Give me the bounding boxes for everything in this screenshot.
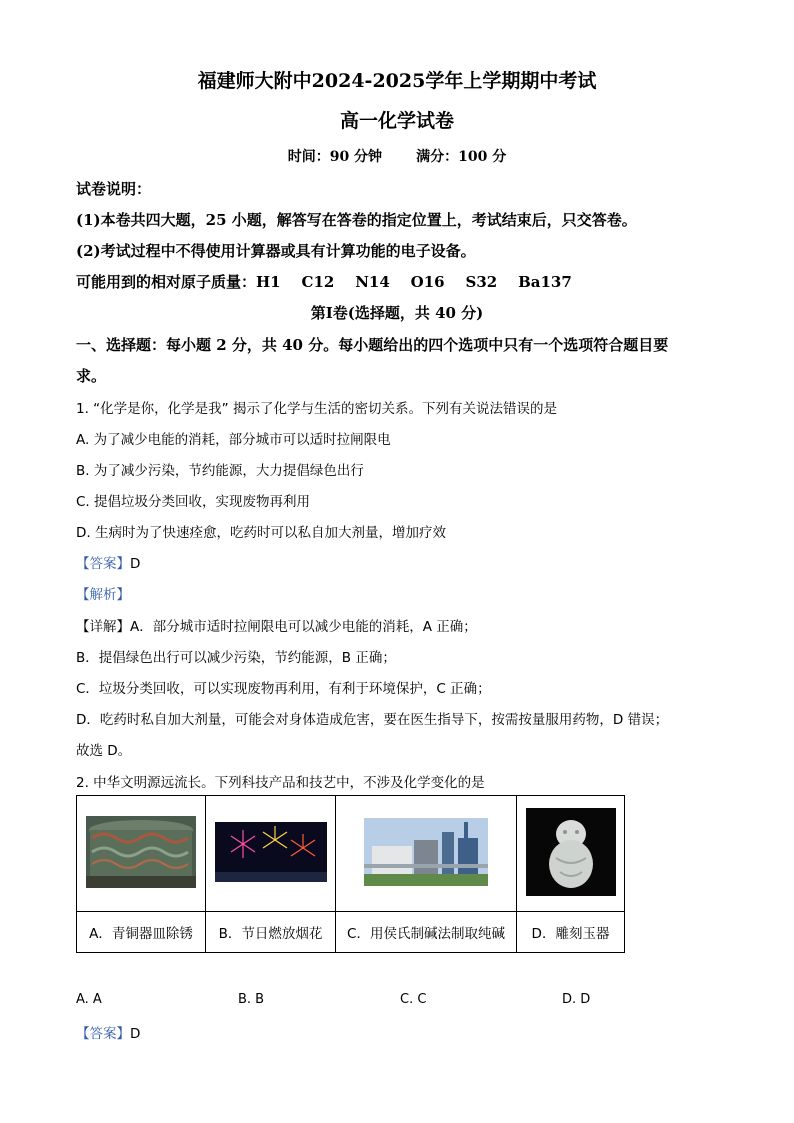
answer-tag: 【答案】	[76, 556, 130, 572]
atomic-masses: 可能用到的相对原子质量：H1 C12 N14 O16 S32 Ba137	[76, 273, 572, 291]
part-heading-line1: 一、选择题：每小题 2 分，共 40 分。每小题给出的四个选项中只有一个选项符合题目要	[76, 336, 669, 354]
answer-tag: 【答案】	[76, 1026, 130, 1042]
q1-detail-line	[76, 615, 477, 635]
bronze-vessel-image	[86, 816, 196, 888]
instructions-heading: 试卷说明：	[76, 180, 152, 198]
instruction-item: (1)本卷共四大题，25 小题，解答写在答卷的指定位置上，考试结束后，只交答卷。	[76, 211, 637, 229]
exam-title: 福建师大附中2024-2025学年上学期期中考试	[197, 70, 597, 92]
answer-value: D	[130, 1026, 141, 1042]
q1-detail-line: B．提倡绿色出行可以减少污染，节约能源，B 正确；	[76, 650, 396, 666]
q2-image-cell	[517, 796, 625, 912]
q2-stem: 2. 中华文明源远流长。下列科技产品和技艺中，不涉及化学变化的是	[76, 775, 485, 791]
q1-option-a: A. 为了减少电能的消耗，部分城市可以适时拉闸限电	[76, 432, 391, 448]
q2-choice-a: A. A	[76, 992, 102, 1007]
q2-answer	[76, 1022, 140, 1042]
q2-image-cell	[77, 796, 206, 912]
q2-options-table	[76, 795, 625, 953]
q2-option-d-caption: D．雕刻玉器	[517, 912, 625, 953]
q2-choice-b: B. B	[238, 992, 265, 1007]
q1-option-d: D. 生病时为了快速痊愈，吃药时可以私自加大剂量，增加疗效	[76, 525, 446, 541]
q2-option-c-caption: C．用侯氏制碱法制取纯碱	[336, 912, 517, 953]
q2-image-cell	[336, 796, 517, 912]
fireworks-image	[215, 822, 327, 882]
detail-tag: 【详解】	[76, 619, 130, 635]
analysis-tag: 【解析】	[76, 587, 130, 603]
q1-detail-line: C．垃圾分类回收，可以实现废物再利用，有利于环境保护，C 正确；	[76, 681, 491, 697]
q1-conclusion: 故选 D。	[76, 743, 132, 759]
detail-text: A．部分城市适时拉闸限电可以减少电能的消耗，A 正确；	[130, 619, 477, 635]
q1-option-b: B. 为了减少污染，节约能源，大力提倡绿色出行	[76, 463, 364, 479]
exam-subtitle: 高一化学试卷	[339, 110, 454, 132]
q2-option-a-caption: A．青铜器皿除锈	[77, 912, 206, 953]
time-info: 时间：90 分钟 满分：100 分	[287, 149, 507, 165]
part-heading-line2: 求。	[76, 367, 107, 385]
q2-choice-d: D. D	[562, 992, 591, 1007]
q2-image-cell	[206, 796, 336, 912]
q1-detail-line: D．吃药时私自加大剂量，可能会对身体造成危害，要在医生指导下，按需按量服用药物，D 错误；	[76, 712, 669, 728]
instruction-item: (2)考试过程中不得使用计算器或具有计算功能的电子设备。	[76, 242, 476, 260]
chemical-plant-image	[364, 818, 488, 886]
q2-choice-c: C. C	[400, 992, 427, 1007]
q1-answer	[76, 552, 140, 572]
answer-value: D	[130, 556, 141, 572]
section-title: 第Ⅰ卷(选择题，共 40 分)	[310, 304, 484, 322]
q1-option-c: C. 提倡垃圾分类回收，实现废物再利用	[76, 494, 311, 510]
q1-analysis	[76, 583, 130, 603]
q1-stem: 1. “化学是你，化学是我” 揭示了化学与生活的密切关系。下列有关说法错误的是	[76, 401, 557, 417]
jade-carving-image	[526, 808, 616, 896]
q2-option-b-caption: B．节日燃放烟花	[206, 912, 336, 953]
